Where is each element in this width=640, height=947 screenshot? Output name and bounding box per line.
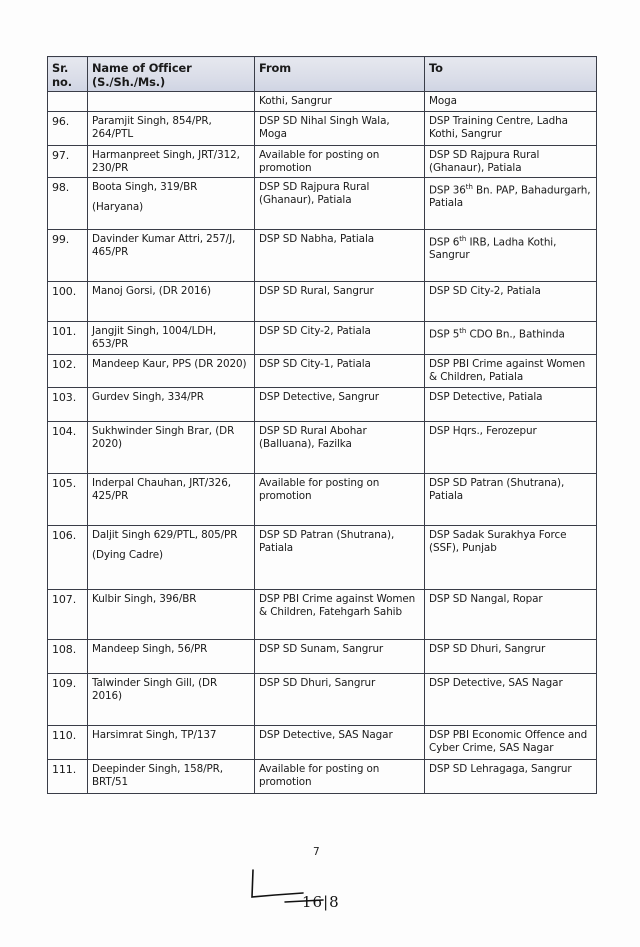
officer-note: (Dying Cadre)	[92, 549, 163, 561]
to-text-suffix: Bn. PAP, Bahadurgarh, Patiala	[429, 184, 594, 210]
cell-to	[425, 178, 597, 230]
cell-name	[88, 112, 255, 146]
cell-name	[88, 178, 255, 230]
cell-to: DSP Detective, SAS Nagar	[425, 674, 597, 726]
cell-from: DSP SD Nihal Singh Wala, Moga	[255, 112, 425, 146]
cell-from: DSP PBI Crime against Women & Children, Fatehgarh Sahib	[255, 590, 425, 640]
cell-to: DSP SD Rajpura Rural (Ghanaur), Patiala	[425, 146, 597, 178]
officer-name: Harmanpreet Singh, JRT/312, 230/PR	[92, 149, 240, 174]
officer-posting-table	[47, 56, 597, 794]
to-text-prefix: DSP 6	[429, 236, 460, 249]
cell-from: DSP SD Rajpura Rural (Ghanaur), Patiala	[255, 178, 425, 230]
cell-sr	[48, 92, 88, 112]
cell-sr: 97.	[48, 146, 88, 178]
cell-from: DSP SD City-1, Patiala	[255, 355, 425, 388]
table-row	[48, 178, 597, 230]
cell-from: DSP SD Rural, Sangrur	[255, 282, 425, 322]
cell-sr: 104.	[48, 422, 88, 474]
table-row	[48, 355, 597, 388]
officer-name: Davinder Kumar Attri, 257/J, 465/PR	[92, 233, 236, 258]
officer-name: Mandeep Kaur, PPS (DR 2020)	[92, 358, 247, 370]
cell-to: DSP SD Patran (Shutrana), Patiala	[425, 474, 597, 526]
cell-to: DSP SD Lehragaga, Sangrur	[425, 760, 597, 794]
cell-from: DSP Detective, Sangrur	[255, 388, 425, 422]
officer-name: Daljit Singh 629/PTL, 805/PR	[92, 529, 238, 541]
cell-to: DSP SD City-2, Patiala	[425, 282, 597, 322]
cell-sr: 107.	[48, 590, 88, 640]
table-row	[48, 474, 597, 526]
to-text-prefix: DSP 36	[429, 184, 466, 197]
cell-sr: 105.	[48, 474, 88, 526]
officer-name: Kulbir Singh, 396/BR	[92, 593, 197, 605]
table-row	[48, 590, 597, 640]
cell-from: DSP SD Rural Abohar (Balluana), Fazilka	[255, 422, 425, 474]
officer-name: Paramjit Singh, 854/PR, 264/PTL	[92, 115, 212, 140]
cell-sr: 111.	[48, 760, 88, 794]
cell-to: DSP Hqrs., Ferozepur	[425, 422, 597, 474]
table-row	[48, 760, 597, 794]
officer-name: Harsimrat Singh, TP/137	[92, 729, 217, 741]
to-text-suffix: IRB, Ladha Kothi, Sangrur	[429, 236, 560, 262]
cell-sr: 101.	[48, 322, 88, 355]
officer-name: Manoj Gorsi, (DR 2016)	[92, 285, 211, 297]
cell-sr: 100.	[48, 282, 88, 322]
table-row	[48, 230, 597, 282]
table-row	[48, 282, 597, 322]
table-row	[48, 674, 597, 726]
officer-name: Mandeep Singh, 56/PR	[92, 643, 208, 655]
officer-name: Jangjit Singh, 1004/LDH, 653/PR	[92, 325, 217, 350]
cell-from: DSP SD City-2, Patiala	[255, 322, 425, 355]
cell-sr: 108.	[48, 640, 88, 674]
header-sr-no	[48, 57, 88, 92]
cell-sr: 109.	[48, 674, 88, 726]
table-row-continuation	[48, 92, 597, 112]
ordinal-suffix: th	[459, 235, 467, 243]
cell-to	[425, 322, 597, 355]
cell-from: DSP Detective, SAS Nagar	[255, 726, 425, 760]
officer-note: (Haryana)	[92, 201, 144, 213]
ordinal-suffix: th	[459, 327, 467, 335]
handwritten-note: 16|8	[302, 893, 340, 911]
cell-to: DSP Sadak Surakhya Force (SSF), Punjab	[425, 526, 597, 590]
officer-name: Talwinder Singh Gill, (DR 2016)	[92, 677, 218, 702]
table-row	[48, 388, 597, 422]
cell-from: Kothi, Sangrur	[255, 92, 425, 112]
cell-name	[88, 760, 255, 794]
officer-name: Gurdev Singh, 334/PR	[92, 391, 204, 403]
cell-name	[88, 282, 255, 322]
cell-name	[88, 355, 255, 388]
cell-sr: 110.	[48, 726, 88, 760]
cell-name	[88, 230, 255, 282]
table-row	[48, 146, 597, 178]
cell-name	[88, 726, 255, 760]
cell-to: DSP SD Dhuri, Sangrur	[425, 640, 597, 674]
to-text-suffix: CDO Bn., Bathinda	[466, 328, 565, 341]
table-row	[48, 322, 597, 355]
cell-from: DSP SD Sunam, Sangrur	[255, 640, 425, 674]
cell-name	[88, 474, 255, 526]
cell-name	[88, 640, 255, 674]
cell-from: DSP SD Nabha, Patiala	[255, 230, 425, 282]
header-sr-no-text: Sr. no.	[52, 61, 72, 89]
officer-name: Boota Singh, 319/BR	[92, 181, 198, 193]
cell-from: Available for posting on promotion	[255, 146, 425, 178]
cell-from: DSP SD Patran (Shutrana), Patiala	[255, 526, 425, 590]
table-header-row	[48, 57, 597, 92]
table-row	[48, 112, 597, 146]
cell-name	[88, 388, 255, 422]
cell-from: DSP SD Dhuri, Sangrur	[255, 674, 425, 726]
cell-sr: 102.	[48, 355, 88, 388]
table-row	[48, 640, 597, 674]
header-from: From	[255, 57, 425, 92]
cell-to: DSP PBI Crime against Women & Children, Patiala	[425, 355, 597, 388]
cell-name	[88, 92, 255, 112]
cell-name	[88, 674, 255, 726]
cell-sr: 96.	[48, 112, 88, 146]
cell-from: Available for posting on promotion	[255, 474, 425, 526]
cell-sr: 106.	[48, 526, 88, 590]
ordinal-suffix: th	[465, 183, 473, 191]
cell-to	[425, 230, 597, 282]
cell-name	[88, 322, 255, 355]
cell-to: DSP SD Nangal, Ropar	[425, 590, 597, 640]
header-to: To	[425, 57, 597, 92]
header-name-of-officer: Name of Officer (S./Sh./Ms.)	[88, 57, 255, 92]
table-row	[48, 726, 597, 760]
page-number: 7	[313, 846, 320, 858]
cell-name	[88, 526, 255, 590]
cell-sr: 98.	[48, 178, 88, 230]
cell-from: Available for posting on promotion	[255, 760, 425, 794]
officer-name: Inderpal Chauhan, JRT/326, 425/PR	[92, 477, 231, 502]
officer-name: Deepinder Singh, 158/PR, BRT/51	[92, 763, 223, 788]
cell-to: DSP Training Centre, Ladha Kothi, Sangrur	[425, 112, 597, 146]
table-row	[48, 422, 597, 474]
cell-name	[88, 590, 255, 640]
cell-to: Moga	[425, 92, 597, 112]
cell-name	[88, 422, 255, 474]
table-row	[48, 526, 597, 590]
cell-sr: 103.	[48, 388, 88, 422]
cell-to: DSP PBI Economic Offence and Cyber Crime, SAS Nagar	[425, 726, 597, 760]
officer-name: Sukhwinder Singh Brar, (DR 2020)	[92, 425, 235, 450]
cell-sr: 99.	[48, 230, 88, 282]
cell-name	[88, 146, 255, 178]
cell-to: DSP Detective, Patiala	[425, 388, 597, 422]
to-text-prefix: DSP 5	[429, 328, 460, 341]
